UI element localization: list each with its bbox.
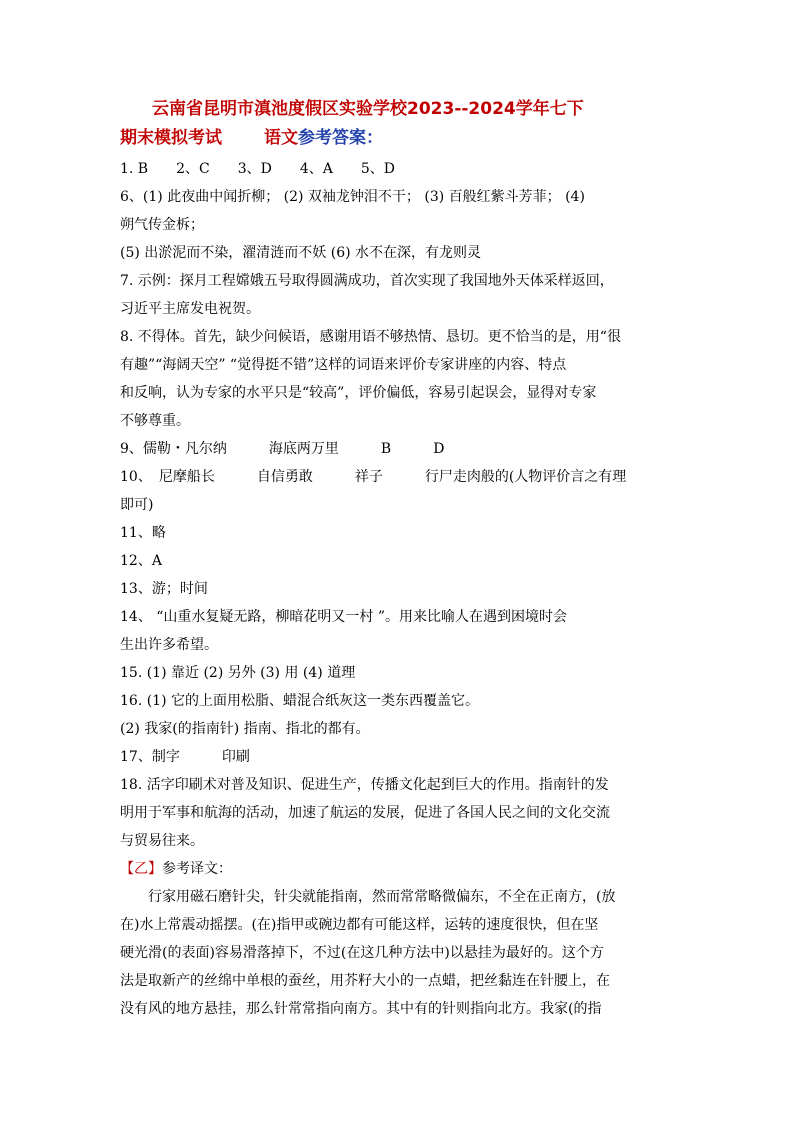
- subject-label: 语文: [264, 128, 298, 148]
- answer-line: (2) 我家(的指南针) 指南、指北的都有。: [120, 721, 370, 737]
- answer-line: 1. B 2、C 3、D 4、A 5、D: [120, 161, 395, 177]
- answer-line: 习近平主席发电祝贺。: [120, 301, 260, 317]
- answer-line: 13、游；时间: [120, 581, 208, 597]
- section-title: 参考译文：: [162, 861, 232, 877]
- answer-line: 有趣”“海阔天空” “觉得挺不错”这样的词语来评价专家讲座的内容、特点: [120, 357, 567, 373]
- answer-key-label: 参考答案：: [298, 128, 383, 148]
- translation-line: 没有风的地方悬挂，那么针常常指向南方。其中有的针则指向北方。我家(的指: [120, 1001, 602, 1017]
- title-line-1: 云南省昆明市滇池度假区实验学校2023--2024学年七下: [152, 99, 584, 119]
- answer-line: 生出许多希望。: [120, 637, 218, 653]
- answer-line: 17、制字 印刷: [120, 749, 250, 765]
- answer-line: 14、 “山重水复疑无路，柳暗花明又一村 ”。用来比喻人在遇到困境时会: [120, 609, 568, 625]
- answer-line: 6、(1) 此夜曲中闻折柳； (2) 双袖龙钟泪不干； (3) 百般红紫斗芳菲； (4): [120, 189, 585, 205]
- answer-line: 10、 尼摩船长 自信勇敢 祥子 行尸走肉般的(人物评价言之有理: [120, 469, 627, 485]
- answer-line: 15. (1) 靠近 (2) 另外 (3) 用 (4) 道理: [120, 665, 356, 681]
- document-title: [152, 95, 712, 123]
- answer-line: 16. (1) 它的上面用松脂、蜡混合纸灰这一类东西覆盖它。: [120, 693, 479, 709]
- answer-line: 与贸易往来。: [120, 833, 204, 849]
- answer-line: 7. 示例：探月工程嫦娥五号取得圆满成功，首次实现了我国地外天体采样返回，: [120, 273, 614, 289]
- answer-line: 即可): [120, 497, 154, 513]
- answer-content: [120, 155, 680, 1023]
- answer-line: 9、儒勒・凡尔纳 海底两万里 B D: [120, 441, 445, 457]
- answer-line: 朔气传金柝；: [120, 217, 204, 233]
- answer-line: 8. 不得体。首先，缺少问候语，感谢用语不够热情、恳切。更不恰当的是，用“很: [120, 329, 621, 345]
- answer-line: 和反响，认为专家的水平只是“较高”，评价偏低，容易引起误会，显得对专家: [120, 385, 597, 401]
- section-marker: 【乙】: [120, 861, 162, 877]
- translation-line: 行家用磁石磨针尖，针尖就能指南，然而常常略微偏东，不全在正南方，(放: [148, 889, 616, 905]
- answer-line: (5) 出淤泥而不染，濯清涟而不妖 (6) 水不在深，有龙则灵: [120, 245, 482, 261]
- section-heading: [120, 855, 680, 883]
- translation-line: 法是取新产的丝绵中单根的蚕丝，用芥籽大小的一点蜡，把丝黏连在针腰上，在: [120, 973, 610, 989]
- answer-line: 明用于军事和航海的活动，加速了航运的发展，促进了各国人民之间的文化交流: [120, 805, 610, 821]
- translation-line: 硬光滑(的表面)容易滑落掉下，不过(在这几种方法中)以悬挂为最好的。这个方: [120, 945, 604, 961]
- exam-type: 期末模拟考试: [120, 128, 222, 148]
- translation-line: 在)水上常震动摇摆。(在)指甲或碗边都有可能这样，运转的速度很快，但在坚: [120, 917, 599, 933]
- answer-line: 12、A: [120, 553, 162, 569]
- answer-line: 11、略: [120, 525, 166, 541]
- answer-line: 不够尊重。: [120, 413, 190, 429]
- document-subtitle: [120, 124, 680, 152]
- answer-line: 18. 活字印刷术对普及知识、促进生产，传播文化起到巨大的作用。指南针的发: [120, 777, 609, 793]
